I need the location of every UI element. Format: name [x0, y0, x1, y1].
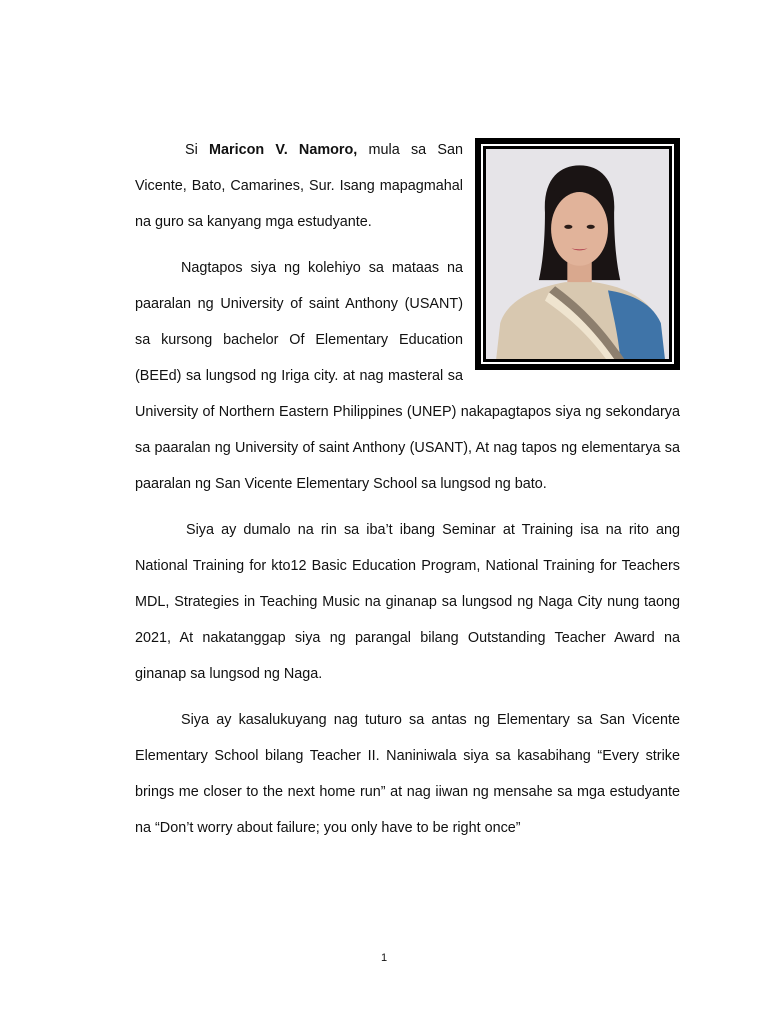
subject-name: Maricon V. Namoro, [209, 142, 358, 158]
portrait-photo [486, 149, 669, 359]
document-body [135, 132, 680, 856]
paragraph-intro [135, 132, 680, 240]
intro-text: mula sa San Vicente, Bato, Camarines, Sur. Isang mapagmahal na guro sa kanyang mga estudyante. [135, 142, 463, 230]
portrait-frame [475, 138, 680, 370]
page-number: 1 [380, 952, 388, 964]
paragraph-current-role: Siya ay kasalukuyang nag tuturo sa antas ng Elementary sa San Vicente Elementary School bilang Teacher II. Naniniwala siya sa kasabihang “Every strike brings me closer to the next home run” at nag iiwan ng mensahe sa mga estudyante na “Don’t worry about failure; you only have to be right once” [135, 712, 680, 836]
intro-lead-text: Si [185, 142, 210, 158]
portrait-frame-inner-border [481, 144, 674, 364]
paragraph-education: Nagtapos siya ng kolehiyo sa mataas na paaralan ng University of saint Anthony (USANT) sa kursong bachelor Of Elementary Education (BEEd) sa lungsod ng Iriga city. at nag masteral sa University of Northern Eastern Philippines (UNEP) nakapagtapos siya ng sekondarya sa paaralan ng University of saint Anthony (USANT), At nag tapos ng elementarya sa paaralan ng San Vicente Elementary School sa lungsod ng bato. [135, 260, 680, 492]
paragraph-trainings: Siya ay dumalo na rin sa iba’t ibang Seminar at Training isa na rito ang National Training for kto12 Basic Education Program, National Training for Teachers MDL, Strategies in Teaching Music na ginanap sa lungsod ng Naga City nung taong 2021, At nakatanggap siya ng parangal bilang Outstanding Teacher Award na ginanap sa lungsod ng Naga. [135, 522, 680, 682]
